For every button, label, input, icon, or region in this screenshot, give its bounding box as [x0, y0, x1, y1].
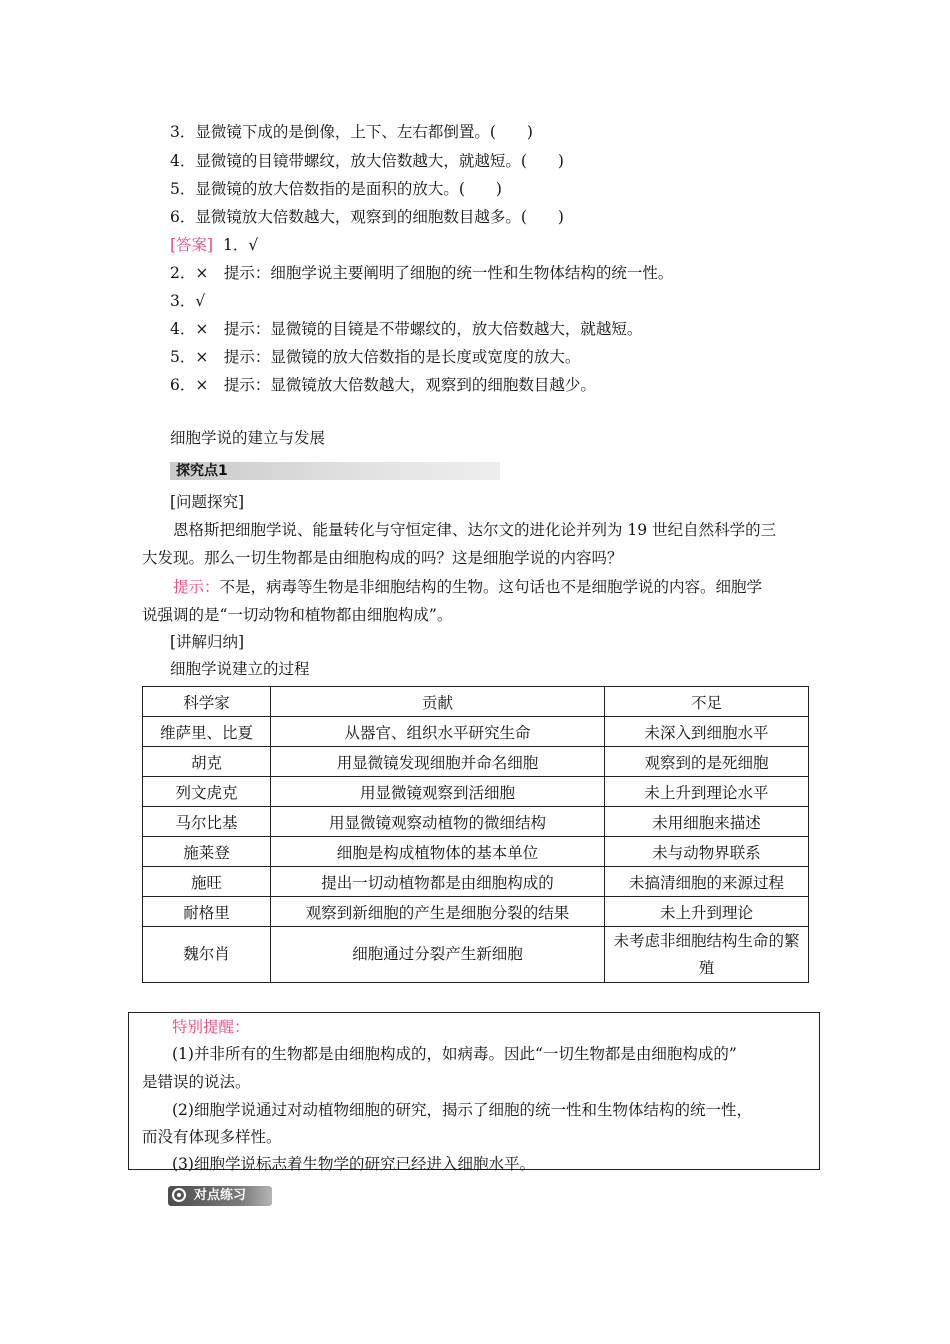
table-row: [143, 747, 809, 777]
scientist-cell: 胡克: [143, 747, 271, 777]
table-row: [143, 867, 809, 897]
shortcoming-cell: 观察到的是死细胞: [605, 747, 809, 777]
cell-theory-history-table: [142, 686, 809, 983]
hint-text: 不是，病毒等生物是非细胞结构的生物。这句话也不是细胞学说的内容。细胞学: [219, 578, 763, 596]
scientist-cell: 耐格里: [143, 897, 271, 927]
judgment-item: 6．显微镜放大倍数越大，观察到的细胞数目越多。( ): [170, 208, 564, 226]
contribution-cell: 细胞通过分裂产生新细胞: [271, 927, 605, 983]
shortcoming-cell: 未上升到理论水平: [605, 777, 809, 807]
table-row: [143, 897, 809, 927]
scientist-cell: 列文虎克: [143, 777, 271, 807]
shortcoming-cell: 未上升到理论: [605, 897, 809, 927]
table-row: [143, 777, 809, 807]
table-row: [143, 807, 809, 837]
scientist-cell: 维萨里、比夏: [143, 717, 271, 747]
answer-item: 3．√: [170, 292, 206, 310]
contribution-cell: 用显微镜观察到活细胞: [271, 777, 605, 807]
question-line: 大发现。那么一切生物都是由细胞构成的吗？这是细胞学说的内容吗？: [142, 549, 623, 567]
contribution-cell: 细胞是构成植物体的基本单位: [271, 837, 605, 867]
judgment-item: 5．显微镜的放大倍数指的是面积的放大。( ): [170, 180, 502, 198]
shortcoming-cell: 未与动物界联系: [605, 837, 809, 867]
reminder-line: (2)细胞学说通过对动植物细胞的研究，揭示了细胞的统一性和生物体结构的统一性，: [172, 1101, 752, 1119]
header-cell: 不足: [605, 687, 809, 717]
scientist-cell: 魏尔肖: [143, 927, 271, 983]
judgment-item: 3．显微镜下成的是倒像，上下、左右都倒置。( ): [170, 123, 533, 141]
contribution-cell: 从器官、组织水平研究生命: [271, 717, 605, 747]
reminder-line: 是错误的说法。: [142, 1073, 251, 1091]
shortcoming-cell: 未用细胞来描述: [605, 807, 809, 837]
table-header-row: [143, 687, 809, 717]
answer-item: 6．× 提示：显微镜放大倍数越大，观察到的细胞数目越少。: [170, 376, 596, 394]
answer-item: 1．√: [222, 236, 259, 254]
judgment-item: 4．显微镜的目镜带螺纹，放大倍数越大，就越短。( ): [170, 152, 564, 170]
scientist-cell: 施莱登: [143, 837, 271, 867]
contribution-cell: 用显微镜观察动植物的微细结构: [271, 807, 605, 837]
answer-first-line: [170, 235, 258, 255]
table-row: [143, 927, 809, 983]
reminder-line: 而没有体现多样性。: [142, 1128, 282, 1146]
contribution-cell: 提出一切动植物都是由细胞构成的: [271, 867, 605, 897]
summary-heading: [讲解归纳]: [170, 633, 245, 651]
banner-label: 探究点1: [176, 463, 228, 479]
shortcoming-cell: 未搞清细胞的来源过程: [605, 867, 809, 897]
answer-item: 4．× 提示：显微镜的目镜是不带螺纹的，放大倍数越大，就越短。: [170, 320, 643, 338]
answer-item: 5．× 提示：显微镜的放大倍数指的是长度或宽度的放大。: [170, 348, 581, 366]
contribution-cell: 观察到新细胞的产生是细胞分裂的结果: [271, 897, 605, 927]
answer-tag: [答案]: [170, 236, 214, 254]
shortcoming-cell: 未考虑非细胞结构生命的繁殖: [605, 927, 809, 983]
header-cell: 贡献: [271, 687, 605, 717]
question-line: 恩格斯把细胞学说、能量转化与守恒定律、达尔文的进化论并列为 19 世纪自然科学的三: [173, 521, 777, 539]
special-reminder-box: [128, 1012, 820, 1173]
section-title: 细胞学说的建立与发展: [170, 429, 326, 447]
hint-label: 提示：: [173, 578, 220, 596]
reminder-line: (3)细胞学说标志着生物学的研究已经进入细胞水平。: [172, 1155, 535, 1173]
table-row: [143, 837, 809, 867]
hint-line: [173, 577, 762, 597]
target-icon: [172, 1188, 186, 1202]
shortcoming-cell: 未深入到细胞水平: [605, 717, 809, 747]
hint-line: 说强调的是“一切动物和植物都由细胞构成”。: [142, 606, 453, 624]
explore-point-banner: [170, 462, 500, 480]
reminder-title: 特别提醒：: [172, 1018, 250, 1036]
header-cell: 科学家: [143, 687, 271, 717]
answer-item: 2．× 提示：细胞学说主要阐明了细胞的统一性和生物体结构的统一性。: [170, 264, 674, 282]
scientist-cell: 马尔比基: [143, 807, 271, 837]
scientist-cell: 施旺: [143, 867, 271, 897]
reminder-line: (1)并非所有的生物都是由细胞构成的，如病毒。因此“一切生物都是由细胞构成的”: [172, 1045, 737, 1063]
practice-badge: [168, 1186, 272, 1206]
inquiry-heading: [问题探究]: [170, 493, 245, 511]
table-caption: 细胞学说建立的过程: [170, 660, 310, 678]
contribution-cell: 用显微镜发现细胞并命名细胞: [271, 747, 605, 777]
table-row: [143, 717, 809, 747]
practice-label: 对点练习: [194, 1188, 247, 1203]
